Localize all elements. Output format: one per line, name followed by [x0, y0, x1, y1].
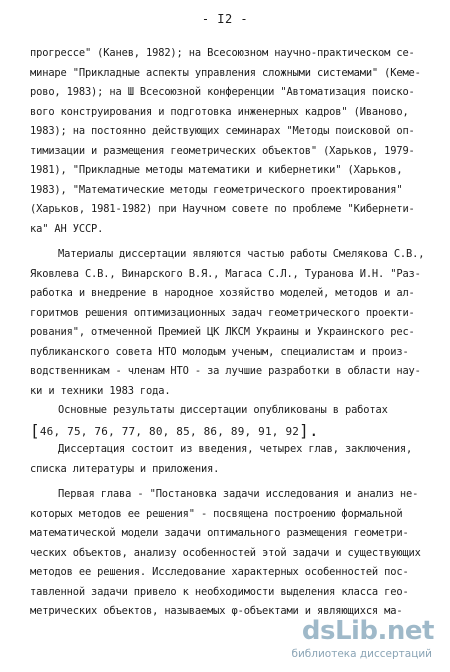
text-line: 1983); на постоянно действующих семинарах "Методы поисковой оп- [30, 125, 415, 137]
text-line: списка литературы и приложения. [30, 462, 220, 475]
paragraph-structure [30, 440, 435, 479]
text-line: тавленной задачи привело к необходимости выделения класса гео- [30, 585, 409, 598]
text-line: Первая глава - "Постановка задачи исследования и анализ не- [58, 488, 419, 500]
text-line: тимизации и размещения геометрических объектов" (Харьков, 1979- [30, 144, 415, 157]
text-line: минаре "Прикладные аспекты управления сложными системами" (Кеме- [30, 66, 421, 79]
reference-close-bracket: ]. [299, 420, 319, 440]
text-line: Материалы диссертации являются частью работы Смелякова С.В., [58, 248, 425, 260]
dslib-logo[interactable]: dsLib.net [301, 616, 434, 646]
text-line: метрических объектов, называемых φ-объектами и являющихся ма- [30, 605, 403, 617]
text-line: горитмов решения оптимизационных задач геометрического проекти- [30, 306, 415, 319]
text-line: математической модели задачи оптимального размещения геометри- [30, 527, 409, 539]
dslib-tagline: библиотека диссертаций [291, 648, 432, 660]
text-line: ческих объектов, анализу особенностей этой задачи и существующих [30, 546, 421, 559]
paragraph-conferences [30, 44, 435, 239]
reference-open-bracket: [ [30, 420, 40, 440]
text-line: методов ее решения. Исследование характерных особенностей пос- [30, 566, 409, 578]
text-line: 1981), "Прикладные методы математики и кибернетики" (Харьков, [30, 164, 403, 176]
text-line: рования", отмеченной Премией ЦК ЛКСМ Украины и Украинского рес- [30, 326, 415, 338]
reference-list [30, 421, 435, 441]
text-line: Диссертация состоит из введения, четырех глав, заключения, [58, 443, 413, 455]
reference-numbers: 46, 75, 76, 77, 80, 85, 86, 89, 91, 92 [39, 424, 300, 438]
text-line: публиканского совета НТО молодым ученым, специалистам и произ- [30, 345, 409, 358]
paragraph-first-chapter [30, 485, 435, 622]
text-line: ки и техники 1983 года. [30, 384, 171, 397]
document-body [30, 44, 435, 622]
text-line: работка и внедрение в народное хозяйство моделей, методов и ал- [30, 287, 415, 299]
text-line: (Харьков, 1981-1982) при Научном совете по проблеме "Кибернети- [30, 203, 415, 215]
paragraph-publications [30, 401, 435, 440]
text-line: прогрессе" (Канев, 1982); на Всесоюзном научно-практическом се- [30, 47, 415, 59]
text-line: 1983), "Математические методы геометрического проектирования" [30, 183, 403, 196]
text-line: которых методов ее решения" - посвящена построению формальной [30, 507, 403, 520]
text-line: ка" АН УССР. [30, 222, 104, 235]
text-line: вого конструирования и подготовка инженерных кадров" (Иваново, [30, 105, 409, 118]
text-line: водственникам - членам НТО - за лучшие разработки в области нау- [30, 365, 421, 377]
paragraph-materials [30, 245, 435, 401]
text-line: рово, 1983); на Ш Всесоюзной конференции "Автоматизация поиско- [30, 86, 415, 98]
page-number: - I2 - [201, 12, 249, 26]
text-line: Яковлева С.В., Винарского В.Я., Магаса С.Л., Туранова И.Н. "Раз- [30, 267, 421, 280]
dslib-watermark[interactable] [274, 616, 434, 666]
text-line: Основные результаты диссертации опубликованы в работах [58, 404, 388, 416]
